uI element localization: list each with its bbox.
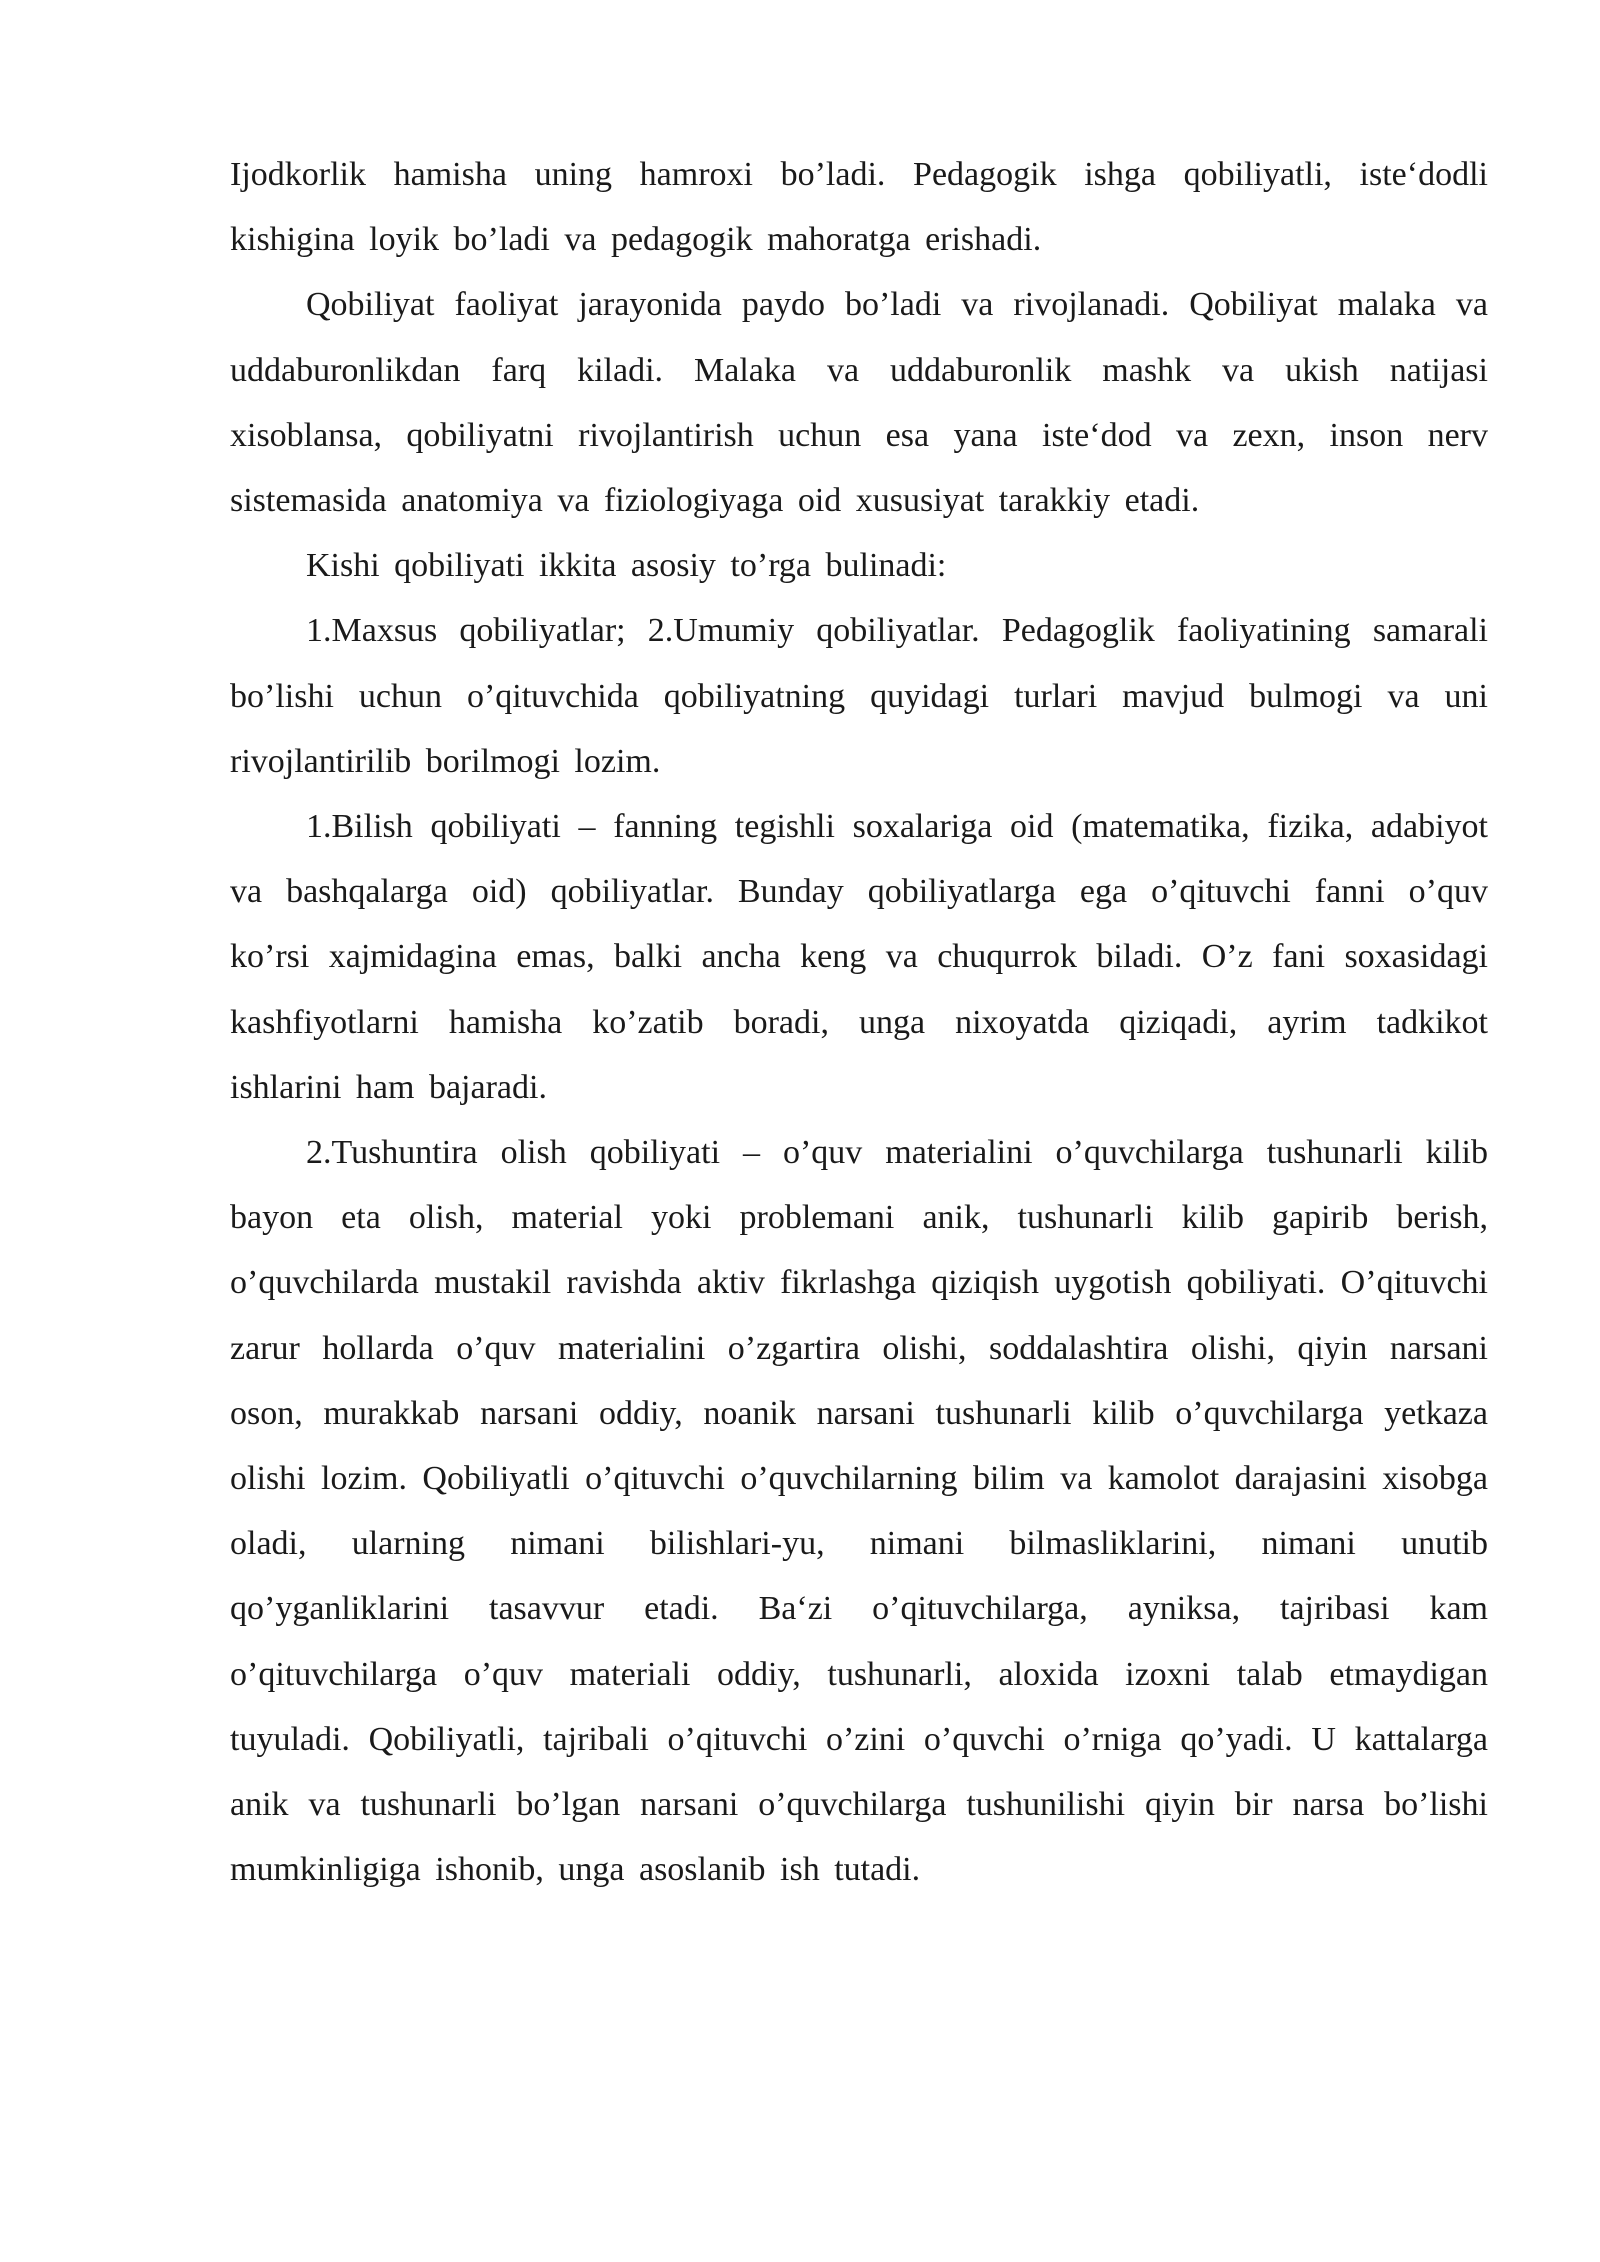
paragraph-special-general: 1.Maxsus qobiliyatlar; 2.Umumiy qobiliyatlar. Pedagoglik faoliyatining samarali bo’lishi uchun o’qituvchida qobiliyatning quyidagi turlari mavjud bulmogi va uni rivojlantirilib borilmogi lozim. (230, 612, 1488, 780)
paragraph-cognitive-ability: 1.Bilish qobiliyati – fanning tegishli soxalariga oid (matematika, fizika, adabiyot va bashqalarga oid) qobiliyatlar. Bunday qobiliyatlarga ega o’qituvchi fanni o’quv ko’rsi xajmidagina emas, balki ancha keng va chuqurrok biladi. O’z fani soxasidagi kashfiyotlarni hamisha ko’zatib boradi, unga nixoyatda qiziqadi, ayrim tadkikot ishlarini ham bajaradi. (230, 808, 1488, 1106)
paragraph-ability-types: Kishi qobiliyati ikkita asosiy to’rga bulinadi: (306, 547, 947, 585)
document-page (230, 142, 1488, 1902)
paragraph-intro: Ijodkorlik hamisha uning hamroxi bo’ladi. Pedagogik ishga qobiliyatli, iste‘dodli kishigina loyik bo’ladi va pedagogik mahoratga erishadi. (230, 156, 1488, 259)
paragraph-ability-development: Qobiliyat faoliyat jarayonida paydo bo’ladi va rivojlanadi. Qobiliyat malaka va uddaburonlikdan farq kiladi. Malaka va uddaburonlik mashk va ukish natijasi xisoblansa, qobiliyatni rivojlantirish uchun esa yana iste‘dod va zexn, inson nerv sistemasida anatomiya va fiziologiyaga oid xususiyat tarakkiy etadi. (230, 286, 1488, 520)
paragraph-explaining-ability: 2.Tushuntira olish qobiliyati – o’quv materialini o’quvchilarga tushunarli kilib bayon eta olish, material yoki problemani anik, tushunarli kilib gapirib berish, o’quvchilarda mustakil ravishda aktiv fikrlashga qiziqish uygotish qobiliyati. O’qituvchi zarur hollarda o’quv materialini o’zgartira olishi, soddalashtira olishi, qiyin narsani oson, murakkab narsani oddiy, noanik narsani tushunarli kilib o’quvchilarga yetkaza olishi lozim. Qobiliyatli o’qituvchi o’quvchilarning bilim va kamolot darajasini xisobga oladi, ularning nimani bilishlari-yu, nimani bilmasliklarini, nimani unutib qo’yganliklarini tasavvur etadi. Ba‘zi o’qituvchilarga, ayniksa, tajribasi kam o’qituvchilarga o’quv materiali oddiy, tushunarli, aloxida izoxni talab etmaydigan tuyuladi. Qobiliyatli, tajribali o’qituvchi o’zini o’quvchi o’rniga qo’yadi. U kattalarga anik va tushunarli bo’lgan narsani o’quvchilarga tushunilishi qiyin bir narsa bo’lishi mumkinligiga ishonib, unga asoslanib ish tutadi. (230, 1134, 1488, 1889)
